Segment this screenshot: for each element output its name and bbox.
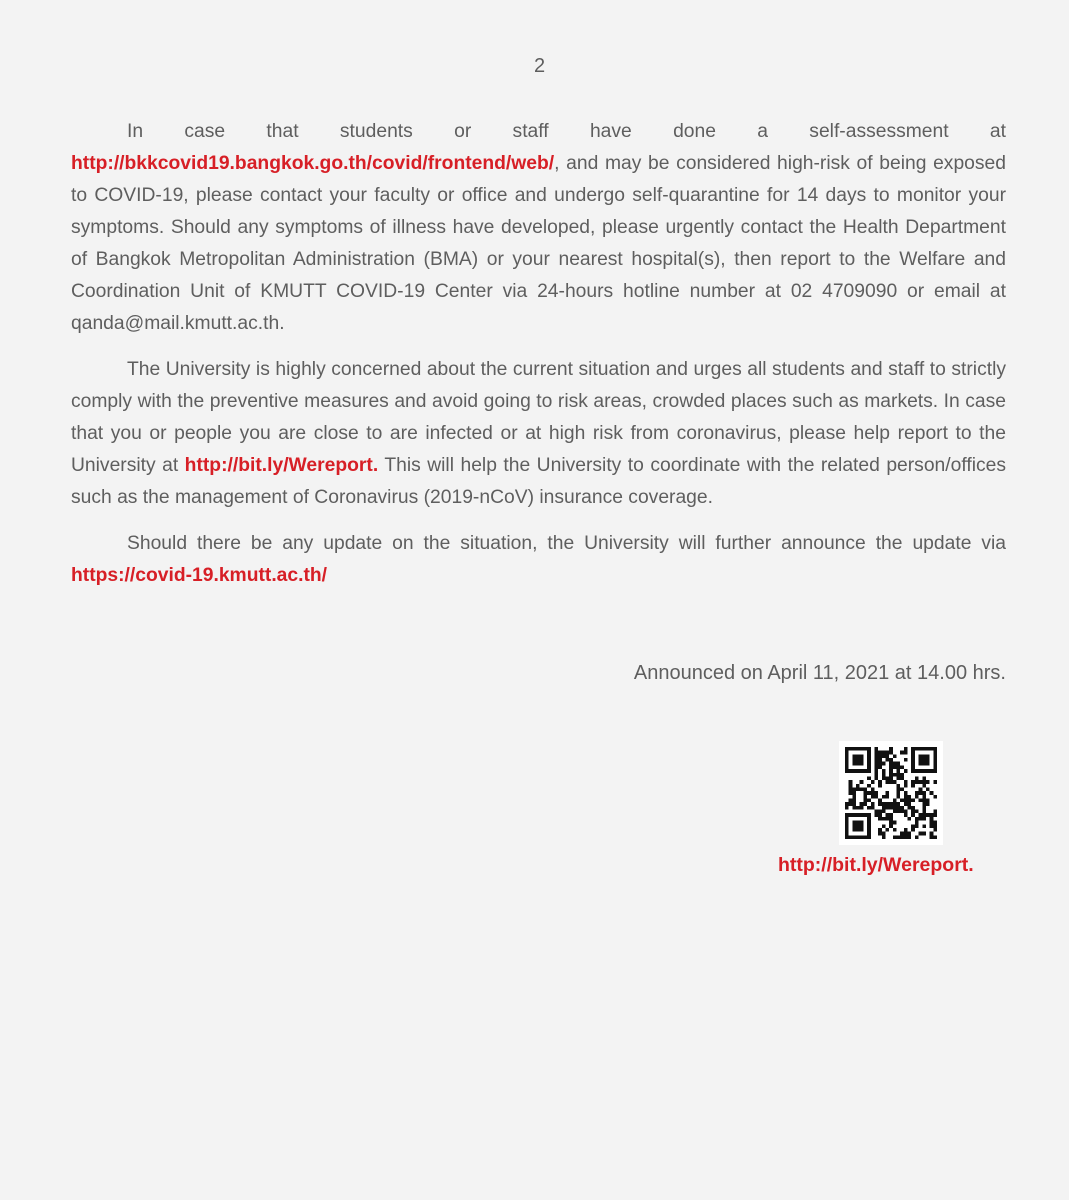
paragraph-text: , and may be considered high-risk of being exposed to COVID-19, please contact your faculty or office and undergo self-quarantine for 14 days to monitor your symptoms. Should any symptoms of illness have developed, please urgently contact the Health Department of Bangkok Metropolitan Administration (BMA) or your nearest hospital(s), then report to the Welfare and Coordination Unit of KMUTT COVID-19 Center via 24-hours hotline number at 02 4709090 or email at qanda@mail.kmutt.ac.th. [71,153,1006,334]
paragraph-text: The University is highly concerned about the current situation and urges all students and staff to strictly comply with the preventive measures and avoid going to risk areas, crowded places such as markets. In case that you or people you are close to are infected or at high risk from coronavirus, please help report to the University at [71,359,1006,476]
page-number: 2 [533,55,546,77]
paragraph-text: Should there be any update on the situation, the University will further announce the update via [127,533,1006,554]
paragraph-self-assessment [71,116,1006,340]
wereport-link[interactable]: http://bit.ly/Wereport. [184,455,379,476]
bkkcovid19-link[interactable]: http://bkkcovid19.bangkok.go.th/covid/frontend/web/ [71,153,555,174]
paragraph-update [71,528,1006,592]
qr-code-icon [839,741,943,845]
announcement-date: Announced on April 11, 2021 at 14.00 hrs. [633,662,1006,684]
announcement-body [71,116,1006,606]
paragraph-concern [71,354,1006,514]
paragraph-text: This will help the University to coordinate with the related person/offices such as the management of Coronavirus (2019-nCoV) insurance coverage. [71,455,1007,508]
qr-wereport-link[interactable]: http://bit.ly/Wereport. [778,854,974,876]
kmutt-covid-link[interactable]: https://covid-19.kmutt.ac.th/ [71,565,328,586]
paragraph-text: In case that students or staff have done a self-assessment at [127,121,1006,142]
